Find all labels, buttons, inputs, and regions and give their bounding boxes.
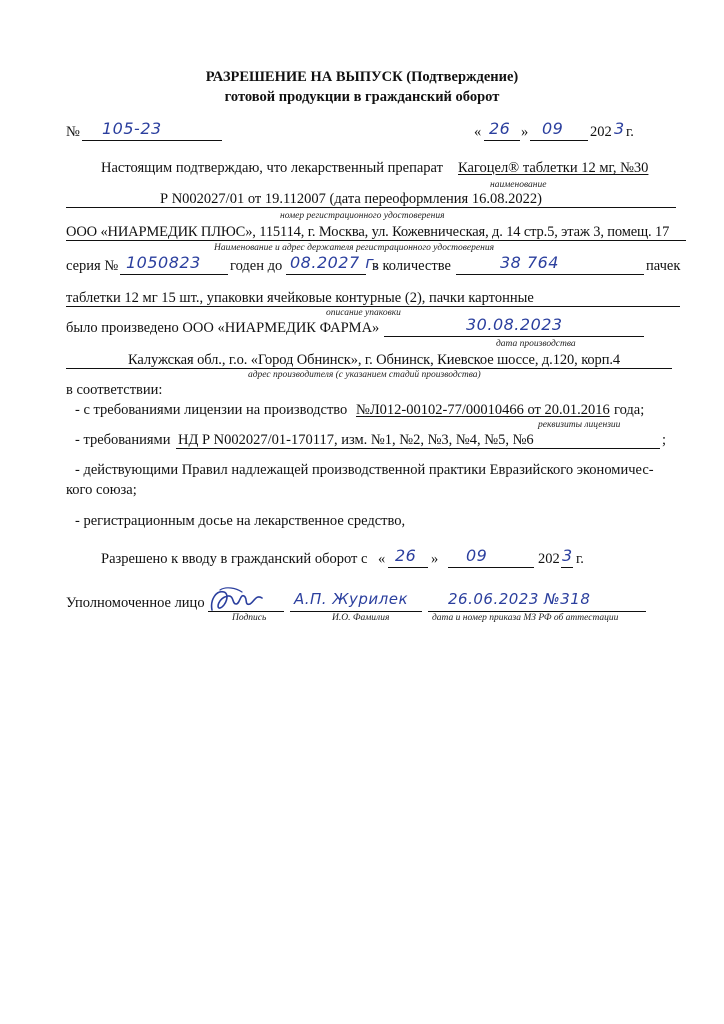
gmp-line2: кого союза; <box>66 482 137 498</box>
date-month-underline <box>530 140 588 141</box>
product-name-caption: наименование <box>490 180 547 190</box>
compliance-intro: в соответствии: <box>66 382 163 398</box>
release-year-end: г. <box>576 551 584 567</box>
holder-text: ООО «НИАРМЕДИК ПЛЮС», 115114, г. Москва, ул. Кожевническая, д. 14 стр.5, этаж 3, помещ. 17 <box>66 224 670 240</box>
release-day-underline <box>388 567 428 568</box>
name-handwritten: А.П. Журилек <box>294 590 409 608</box>
license-value: №Л012-00102-77/00010466 от 20.01.2016 <box>356 402 610 418</box>
date-quote-close: » <box>521 124 529 140</box>
release-year-prefix: 202 <box>538 551 560 567</box>
name-underline <box>290 611 422 612</box>
order-handwritten: 26.06.2023 №318 <box>448 590 591 608</box>
packaging-caption: описание упаковки <box>326 308 401 318</box>
order-caption: дата и номер приказа МЗ РФ об аттестации <box>432 613 619 623</box>
series-underline <box>120 274 228 275</box>
valid-label: годен до <box>230 258 283 274</box>
quantity-value: 38 764 <box>500 253 559 272</box>
valid-value: 08.2027 г. <box>290 253 380 272</box>
quantity-label: в количестве <box>372 258 451 274</box>
date-month: 09 <box>542 119 564 138</box>
release-year-suffix: 3 <box>562 546 573 565</box>
number-value: 105-23 <box>102 119 162 138</box>
confirm-text: Настоящим подтверждаю, что лекарственный препарат <box>101 160 443 176</box>
release-text: Разрешено к вводу в гражданский оборот с <box>101 551 368 567</box>
number-underline <box>82 140 222 141</box>
gmp-line1: - действующими Правил надлежащей производственной практики Евразийского экономичес- <box>75 462 654 478</box>
holder-underline <box>66 240 686 241</box>
production-address: Калужская обл., г.о. «Город Обнинск», г. Обнинск, Киевское шоссе, д.120, корп.4 <box>128 352 621 368</box>
release-month: 09 <box>466 546 488 565</box>
number-label: № <box>66 124 80 140</box>
year-suffix: 3 <box>614 119 625 138</box>
address-caption: адрес производителя (с указанием стадий производства) <box>248 370 481 380</box>
license-suffix: года; <box>614 402 645 418</box>
authorized-person-label: Уполномоченное лицо <box>66 595 205 611</box>
release-quote-open: « <box>378 551 386 567</box>
packaging-underline <box>66 306 680 307</box>
production-date-caption: дата производства <box>496 339 576 349</box>
release-year-underline <box>561 567 573 568</box>
nd-prefix: - требованиями <box>75 432 171 448</box>
date-day-underline <box>484 140 520 141</box>
date-quote-open: « <box>474 124 482 140</box>
license-text: - с требованиями лицензии на производство <box>75 402 348 418</box>
holder-caption: Наименование и адрес держателя регистрационного удостоверения <box>214 243 494 253</box>
quantity-underline <box>456 274 644 275</box>
document-title: РАЗРЕШЕНИЕ НА ВЫПУСК (Подтверждение) <box>205 69 519 85</box>
produced-text: было произведено ООО «НИАРМЕДИК ФАРМА» <box>66 320 380 336</box>
unit-label: пачек <box>646 258 681 274</box>
nd-suffix: ; <box>662 432 667 448</box>
dossier-text: - регистрационным досье на лекарственное средство, <box>75 513 406 529</box>
packaging-text: таблетки 12 мг 15 шт., упаковки ячейковые контурные (2), пачки картонные <box>66 290 534 306</box>
reg-number-caption: номер регистрационного удостоверения <box>280 211 445 221</box>
release-month-underline <box>448 567 534 568</box>
order-underline <box>428 611 646 612</box>
series-value: 1050823 <box>126 253 201 272</box>
license-caption: реквизиты лицензии <box>538 420 621 430</box>
reg-number: Р N002027/01 от 19.112007 (дата переоформления 16.08.2022) <box>160 191 542 207</box>
signature-caption: Подпись <box>232 613 267 623</box>
production-date: 30.08.2023 <box>466 315 563 334</box>
year-end: г. <box>626 124 634 140</box>
nd-value: НД Р N002027/01-170117, изм. №1, №2, №3, №4, №5, №6 <box>178 432 534 448</box>
year-prefix: 202 <box>590 124 612 140</box>
date-day: 26 <box>489 119 511 138</box>
product-name: Кагоцел® таблетки 12 мг, №30 <box>458 160 649 176</box>
production-date-underline <box>384 336 644 337</box>
handwritten-signature <box>206 582 268 616</box>
name-caption: И.О. Фамилия <box>332 613 390 623</box>
release-day: 26 <box>395 546 417 565</box>
series-label: серия № <box>66 258 119 274</box>
release-quote-close: » <box>431 551 439 567</box>
document-subtitle: готовой продукции в гражданский оборот <box>224 89 500 105</box>
valid-underline <box>286 274 366 275</box>
